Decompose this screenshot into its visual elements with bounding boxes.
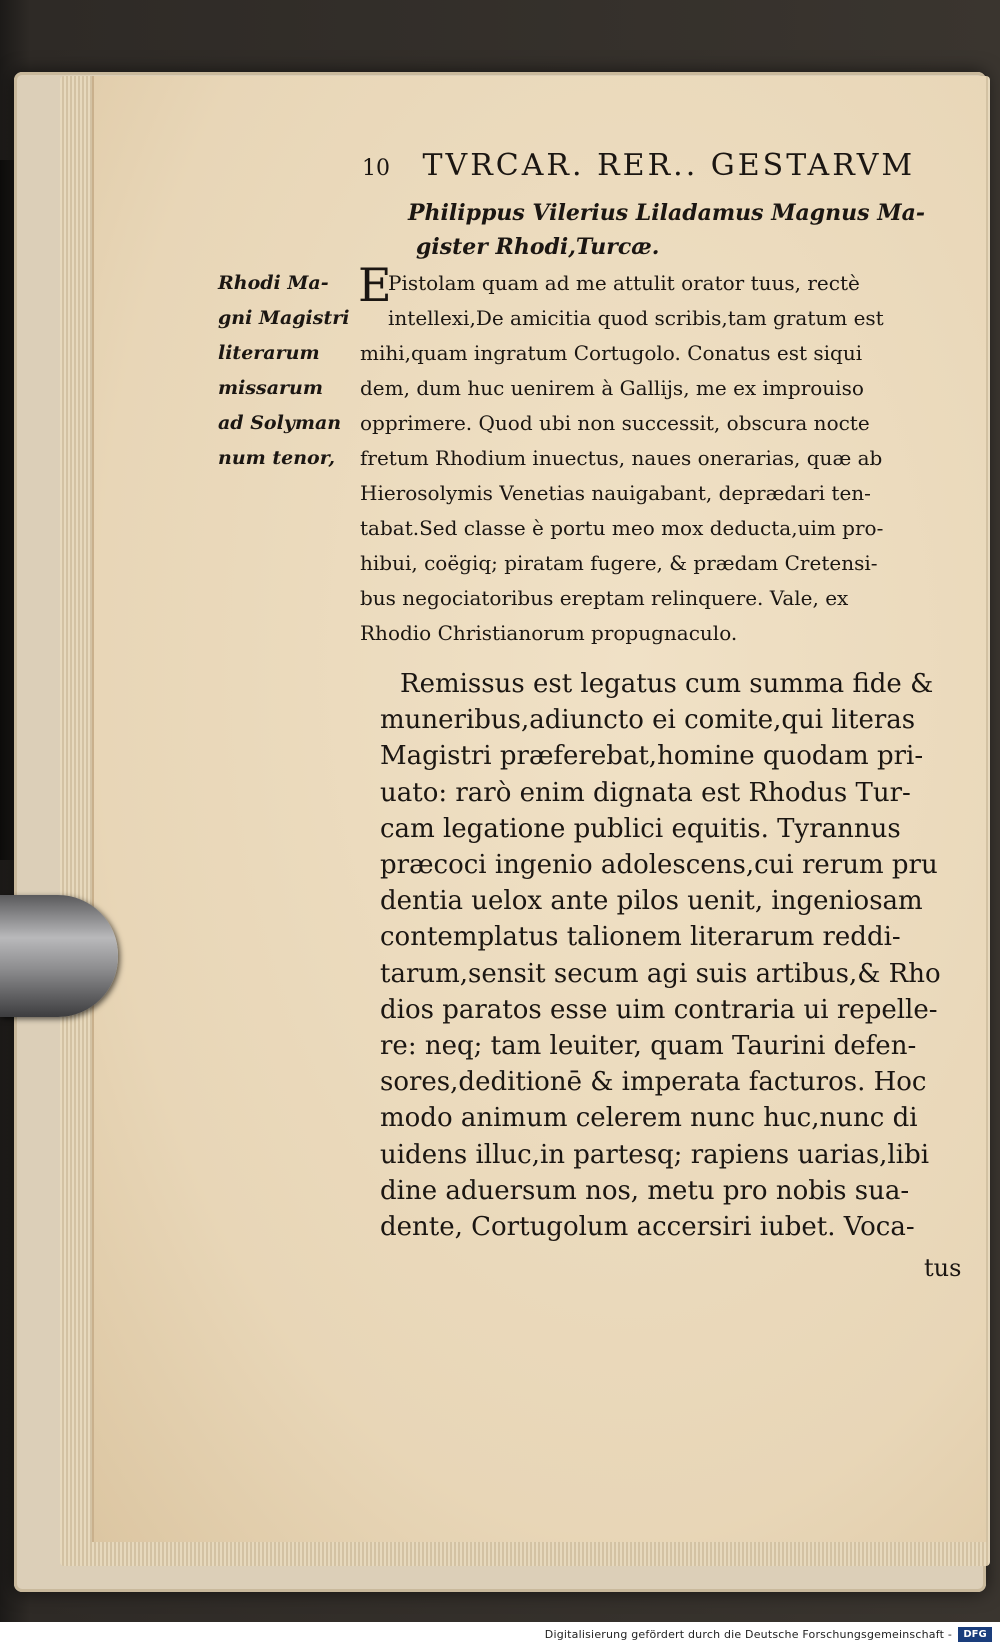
letter-line: opprimere. Quod ubi non successit, obscura nocte (360, 411, 870, 435)
body-line: tarum,sensit secum agi suis artibus,& Rho (380, 958, 941, 989)
marginal-line: Rhodi Ma- (218, 272, 329, 294)
body-line: uidens illuc,in partesq; rapiens uarias,libi (380, 1139, 930, 1170)
letter-line: bus negociatoribus ereptam relinquere. Vale, ex (360, 586, 849, 610)
letter-line: mihi,quam ingratum Cortugolo. Conatus est siqui (360, 341, 863, 365)
body-line: dentia uelox ante pilos uenit, ingeniosam (380, 886, 923, 917)
marginal-line: gni Magistri (218, 307, 350, 329)
marginal-line: num tenor, (218, 447, 335, 469)
body-line: cam legatione publici equitis. Tyrannus (380, 813, 901, 844)
body-line: re: neq; tam leuiter, quam Taurini defen- (380, 1031, 917, 1062)
letter-line: tabat.Sed classe è portu meo mox deducta,uim pro- (360, 516, 884, 540)
letter-line: Pistolam quam ad me attulit orator tuus, rectè (388, 271, 860, 295)
marginal-note (218, 266, 358, 476)
body-line: dine aduersum nos, metu pro nobis sua- (380, 1175, 910, 1206)
running-head (362, 148, 916, 183)
body-line: muneribus,adiuncto ei comite,qui literas (380, 705, 916, 736)
page-holder-clip (0, 895, 118, 1017)
body-line: contemplatus talionem literarum reddi- (380, 922, 901, 953)
body-line: modo animum celerem nunc huc,nunc di (380, 1103, 918, 1134)
catchword: tus (924, 1254, 962, 1282)
dfg-logo: DFG (958, 1627, 992, 1642)
running-title: TVRCAR. RER.. GESTARVM (422, 148, 916, 183)
page-number: 10 (362, 156, 390, 181)
letter-text (360, 266, 960, 651)
letter-line: intellexi,De amicitia quod scribis,tam gratum est (388, 306, 884, 330)
letter-line: dem, dum huc uenirem à Gallijs, me ex improuiso (360, 376, 864, 400)
letter-heading (408, 196, 925, 264)
body-line: præcoci ingenio adolescens,cui rerum pru (380, 850, 938, 881)
marginal-line: literarum (218, 342, 320, 364)
body-line: dios paratos esse uim contraria ui repelle- (380, 994, 938, 1025)
body-line: uato: rarò enim dignata est Rhodus Tur- (380, 777, 911, 808)
heading-line: gister Rhodi,Turcæ. (416, 234, 660, 260)
marginal-line: ad Solyman (218, 412, 342, 434)
letter-line: hibui, coëgiq; piratam fugere, & prædam Cretensi- (360, 551, 878, 575)
body-line: sores,deditionē & imperata facturos. Hoc (380, 1067, 927, 1098)
body-line: dente, Cortugolum accersiri iubet. Voca- (380, 1212, 915, 1243)
letter-line: fretum Rhodium inuectus, naues onerarias, quæ ab (360, 446, 883, 470)
drop-capital: E (358, 258, 392, 312)
body-line: Magistri præferebat,homine quodam pri- (380, 741, 924, 772)
body-text (380, 666, 960, 1245)
letter-line: Hierosolymis Venetias nauigabant, deprædari ten- (360, 481, 871, 505)
heading-line: Philippus Vilerius Liladamus Magnus Ma- (408, 200, 925, 226)
letter-line: Rhodio Christianorum propugnaculo. (360, 621, 738, 645)
footer-credit: Digitalisierung gefördert durch die Deutsche Forschungsgemeinschaft - (544, 1628, 952, 1641)
marginal-line: missarum (218, 377, 323, 399)
body-line: Remissus est legatus cum summa fide & (400, 669, 934, 699)
